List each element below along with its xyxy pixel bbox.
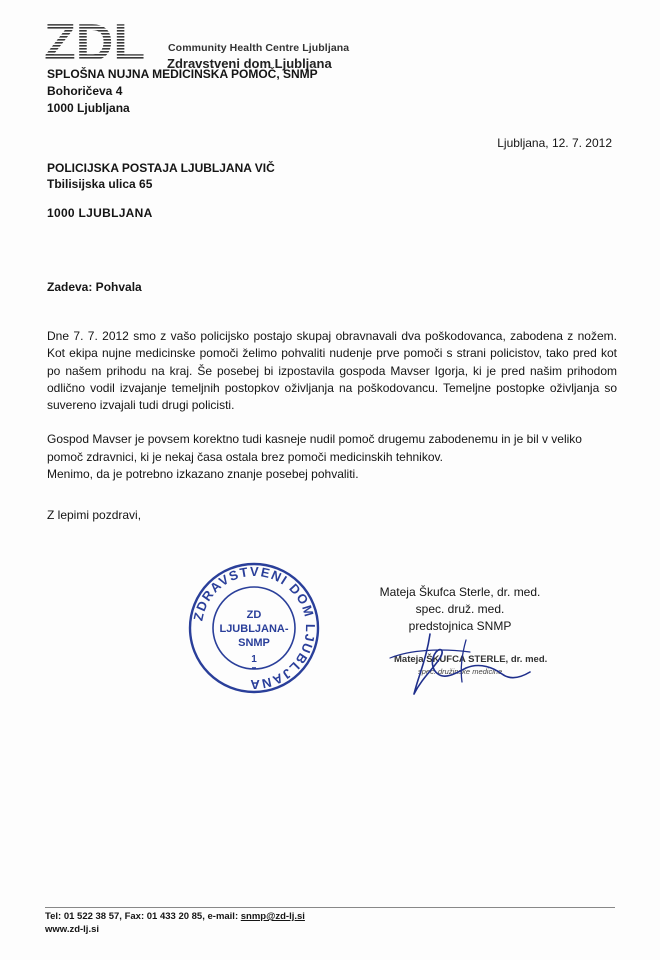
logo-mark-text: ZDL xyxy=(44,18,146,62)
signatory-name: Mateja Škufca Sterle, dr. med. xyxy=(379,585,541,599)
official-round-stamp xyxy=(186,560,322,696)
recipient-city: 1000 LJUBLJANA xyxy=(47,206,153,220)
stamp-line-1: ZD xyxy=(246,609,262,621)
footer-email-link[interactable]: snmp@zd-lj.si xyxy=(240,911,305,922)
body-paragraph-2: Gospod Mavser je povsem korektno tudi kasneje nudil pomoč drugemu zabodenemu in je bil v veliko pomoč zdravnici, ki je nekaj časa ostala brez pomoči medicinskih tehnikov. xyxy=(47,432,582,464)
letter-subject: Zadeva: Pohvala xyxy=(47,280,142,294)
sender-unit: SPLOŠNA NUJNA MEDICINSKA POMOČ, SNMP xyxy=(47,67,318,81)
stamp-line-2: LJUBLJANA- xyxy=(219,623,289,635)
zdl-logo-mark xyxy=(44,18,164,62)
closing-greeting: Z lepimi pozdravi, xyxy=(47,508,142,522)
recipient-name: POLICIJSKA POSTAJA LJUBLJANA VIČ xyxy=(47,161,275,175)
name-stamp-text: Mateja ŠKUFCA STERLE, dr. med. xyxy=(394,654,548,665)
letter-body xyxy=(47,328,617,483)
body-paragraph-1: Dne 7. 7. 2012 smo z vašo policijsko postajo skupaj obravnavali dva poškodovanca, zabodena z nožem. Kot ekipa nujne medicinske pomoči želimo pohvaliti nudenje prve pomoči s strani policistov, tako pred kot po našem prihodu na kraj. Še posebej bi izpostavila gospoda Mavser Igorja, ki je pred našim prihodom odlično vodil izvajanje temeljnih postopkov oživljanja na poškodovancu. Temeljne postopke oživljanja so suvereno izvajali tudi drugi policisti. xyxy=(47,329,617,413)
sender-city: 1000 Ljubljana xyxy=(47,101,130,115)
letterhead-logo xyxy=(44,14,350,74)
stamp-number: 1 xyxy=(251,654,257,665)
footer-divider xyxy=(45,907,615,908)
letter-date: Ljubljana, 12. 7. 2012 xyxy=(497,136,612,150)
letter-footer xyxy=(45,910,305,936)
name-stamp-specialty: spec. družinske medicine xyxy=(418,667,503,676)
footer-contact-line xyxy=(45,910,305,923)
handwritten-signature xyxy=(370,628,540,698)
recipient-address xyxy=(47,160,275,221)
stamp-line-3: SNMP xyxy=(238,637,270,649)
letterhead-name-en: Community Health Centre Ljubljana xyxy=(168,42,350,54)
footer-website-link[interactable]: www.zd-lj.si xyxy=(45,924,100,935)
stamp-ring-text: ZDRAVSTVENI DOM LJUBLJANA xyxy=(190,563,319,693)
signatory-role: predstojnica SNMP xyxy=(408,619,512,633)
recipient-street: Tbilisijska ulica 65 xyxy=(47,177,153,191)
sender-street: Bohoričeva 4 xyxy=(47,84,123,98)
letterhead-name-sl: Zdravstveni dom Ljubljana xyxy=(167,56,332,71)
sender-address xyxy=(47,66,318,117)
footer-phone-fax: Tel: 01 522 38 57, Fax: 01 433 20 85, e-mail: xyxy=(45,911,241,922)
signatory-title: spec. druž. med. xyxy=(415,602,505,616)
body-paragraph-3: Menimo, da je potrebno izkazano znanje posebej pohvaliti. xyxy=(47,467,359,482)
